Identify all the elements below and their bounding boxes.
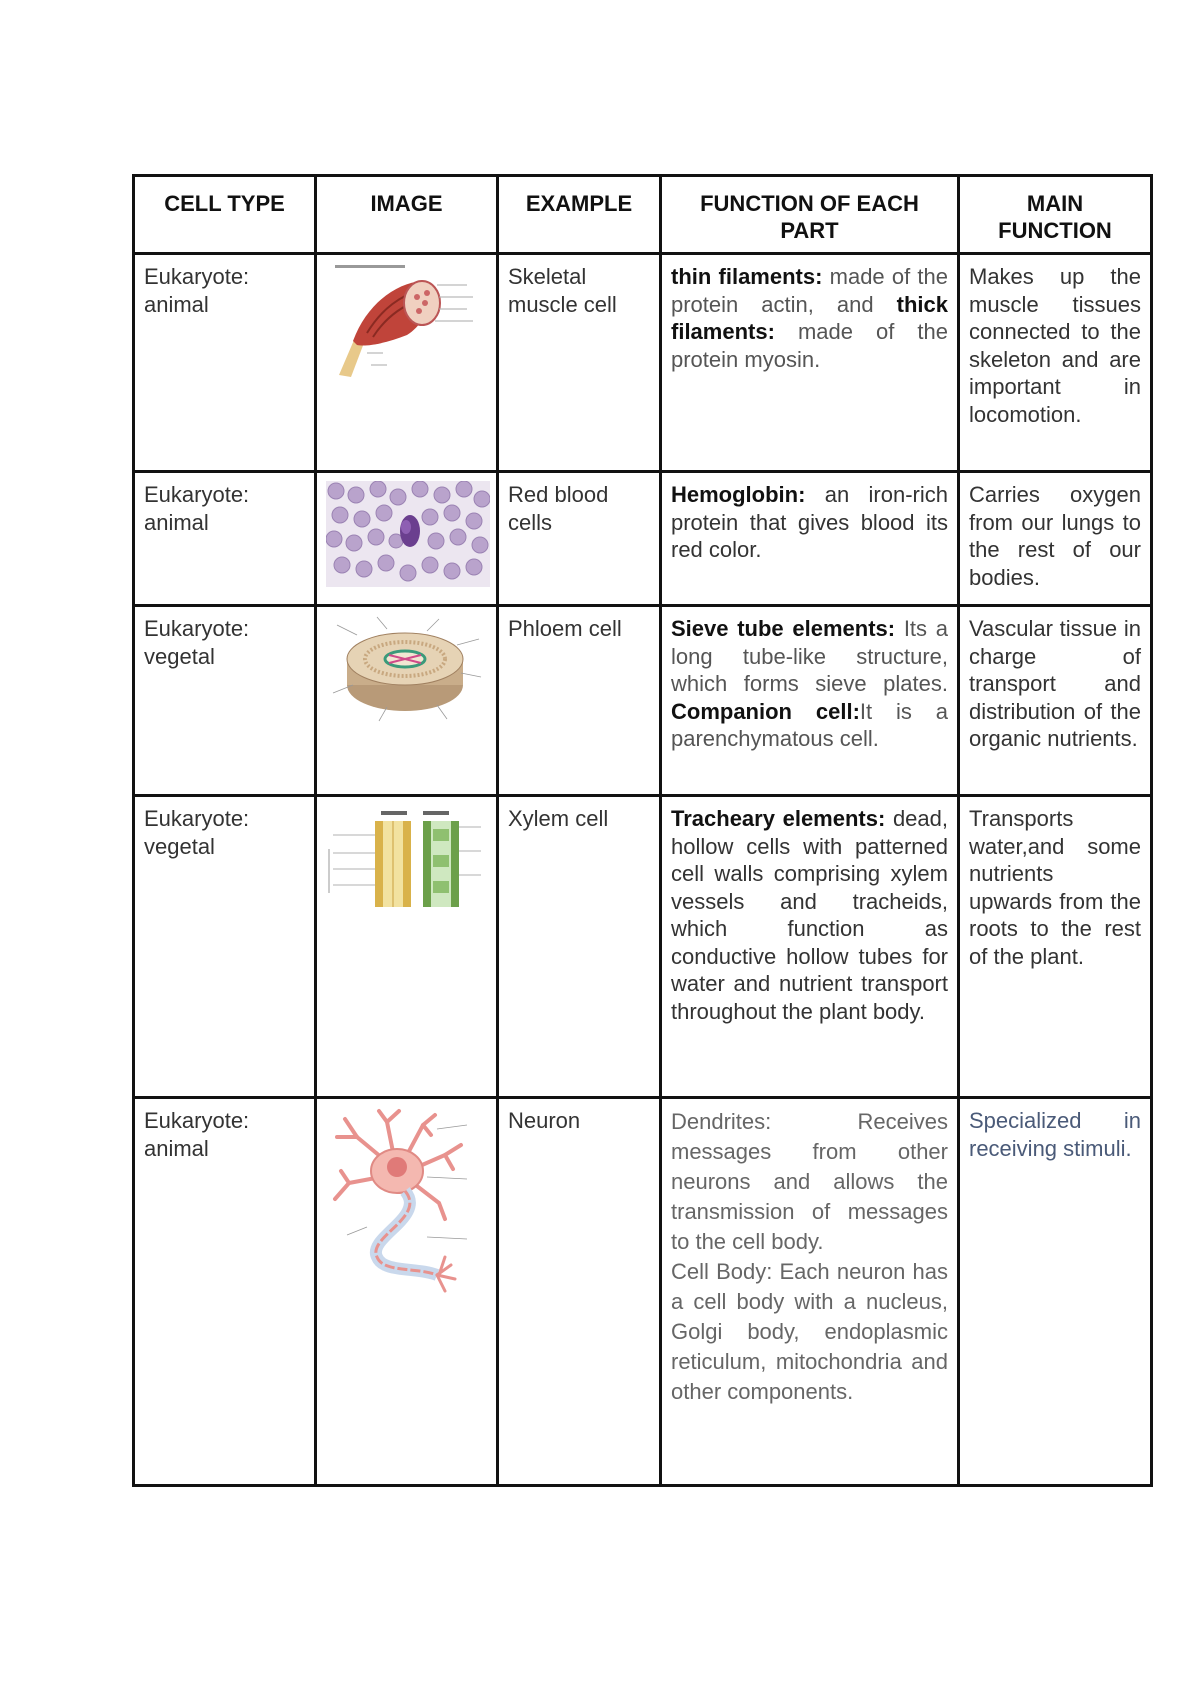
table-row xyxy=(134,796,1152,1098)
red-blood-cells-micrograph-icon xyxy=(326,481,490,587)
function-of-each-part xyxy=(661,606,959,796)
cell-type: Eukaryote: animal xyxy=(134,1098,316,1486)
main-function: Specialized in receiving stimuli. xyxy=(959,1098,1152,1486)
header-main-function: MAIN FUNCTION xyxy=(959,176,1152,254)
example: Phloem cell xyxy=(498,606,661,796)
part-term: thin filaments: xyxy=(671,264,823,289)
part-term: Sieve tube elements: xyxy=(671,616,896,641)
example: Xylem cell xyxy=(498,796,661,1098)
header-cell-type: CELL TYPE xyxy=(134,176,316,254)
cell-type: Eukaryote: vegetal xyxy=(134,606,316,796)
main-function: Vascular tissue in charge of transport and distribution of the organic nutrients. xyxy=(959,606,1152,796)
main-function: Makes up the muscle tissues connected to the skeleton and are important in locomotion. xyxy=(959,254,1152,472)
part-term: Companion cell: xyxy=(671,698,860,724)
part-text: dead, hollow cells with patterned cell walls comprising xylem vessels and tracheids, which function as conductive hollow tubes for water and nutrient transport throughout the plant body. xyxy=(671,806,949,1024)
function-of-each-part xyxy=(661,254,959,472)
main-function: Carries oxygen from our lungs to the rest of our bodies. xyxy=(959,472,1152,606)
example: Red blood cells xyxy=(498,472,661,606)
neuron-illustration-icon xyxy=(327,1107,487,1297)
part-text: Cell Body: Each neuron has a cell body with a nucleus, Golgi body, endoplasmic reticulum, mitochondria and other components. xyxy=(671,1259,948,1404)
cell-types-table xyxy=(132,174,1153,1487)
table-row xyxy=(134,254,1152,472)
table-row xyxy=(134,472,1152,606)
main-function: Transports water,and some nutrients upwards from the roots to the rest of the plant. xyxy=(959,796,1152,1098)
xylem-vessels-diagram-icon xyxy=(327,805,487,909)
cell-type: Eukaryote: vegetal xyxy=(134,796,316,1098)
skeletal-muscle-illustration-icon xyxy=(327,263,487,383)
phloem-cross-section-illustration-icon xyxy=(327,615,487,725)
example: Skeletal muscle cell xyxy=(498,254,661,472)
part-text: made of the protein actin, and xyxy=(671,264,948,317)
table-header-row xyxy=(134,176,1152,254)
part-term: thick filaments: xyxy=(671,291,948,344)
function-of-each-part xyxy=(661,472,959,606)
function-of-each-part xyxy=(661,796,959,1098)
header-function-each-part: FUNCTION OF EACH PART xyxy=(661,176,959,254)
cell-type: Eukaryote: animal xyxy=(134,472,316,606)
part-term: Tracheary elements: xyxy=(671,806,886,831)
header-example: EXAMPLE xyxy=(498,176,661,254)
part-term: Hemoglobin: xyxy=(671,482,806,507)
cell-type: Eukaryote: animal xyxy=(134,254,316,472)
example: Neuron xyxy=(498,1098,661,1486)
part-text: made of the protein myosin. xyxy=(671,319,948,372)
table-row xyxy=(134,606,1152,796)
part-text: Dendrites: Receives messages from other neurons and allows the transmission of messages to the cell body. xyxy=(671,1109,948,1254)
table-row xyxy=(134,1098,1152,1486)
part-text: an iron-rich protein that gives blood its red color. xyxy=(671,482,948,562)
header-image: IMAGE xyxy=(316,176,498,254)
part-text: It is a parenchymatous cell. xyxy=(671,698,948,751)
function-of-each-part xyxy=(661,1098,959,1486)
part-text: Its a long tube-like structure, which forms sieve plates. xyxy=(671,616,948,696)
